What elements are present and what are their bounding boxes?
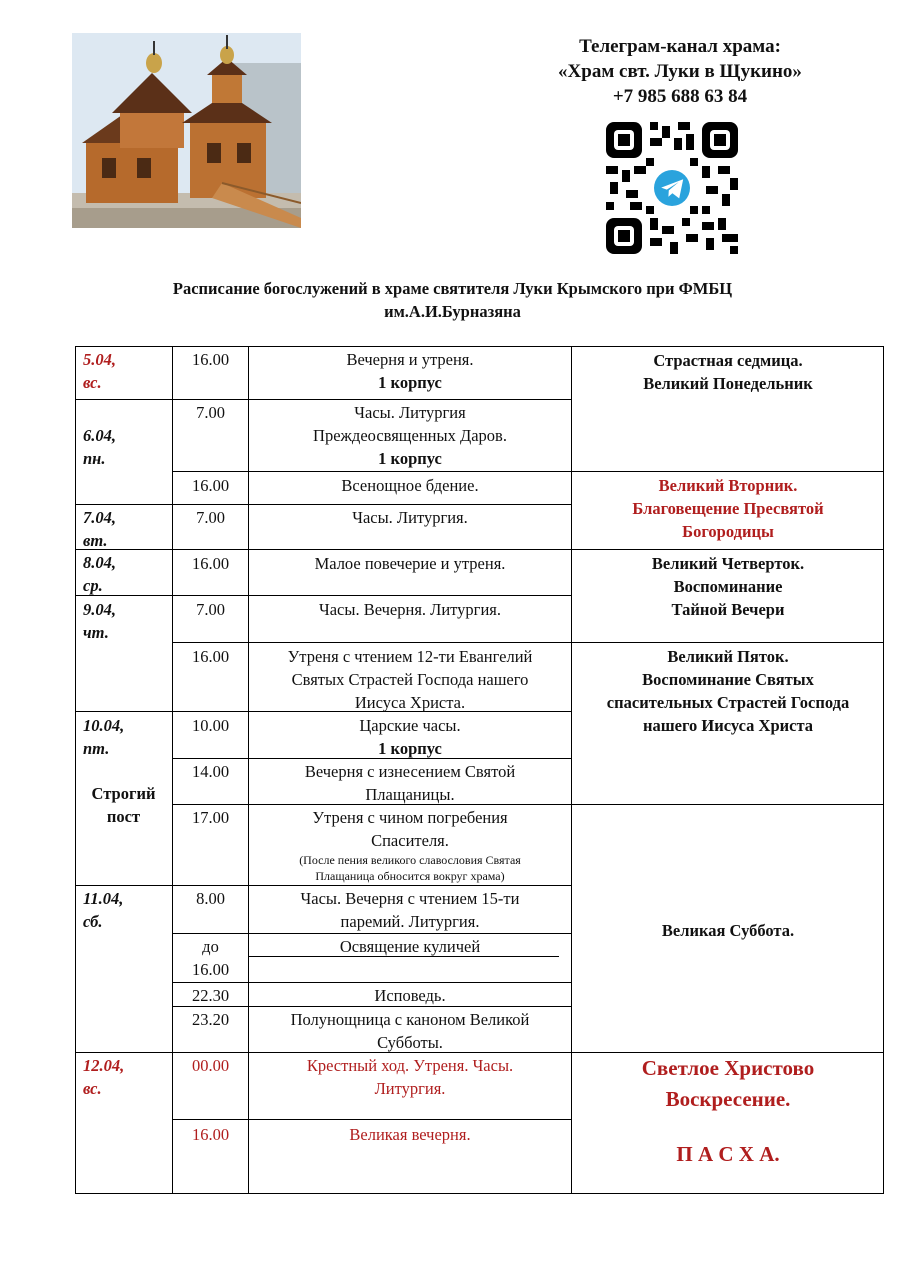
border-top bbox=[75, 346, 884, 347]
time-cell: 7.00 bbox=[196, 600, 225, 619]
service-cell: Крестный ход. Утреня. Часы. Литургия. bbox=[306, 1056, 514, 1098]
time-cell: до 16.00 bbox=[191, 937, 230, 979]
time-cell: 17.00 bbox=[191, 808, 230, 827]
note-easter: Светлое Христово Воскресение. П А С Х А. bbox=[641, 1056, 815, 1166]
day-cell-6-04: 6.04, пн. bbox=[83, 426, 116, 468]
phone-number[interactable]: +7 985 688 63 84 bbox=[612, 86, 748, 107]
time-cell: 8.00 bbox=[196, 889, 225, 908]
day-cell-9-04: 9.04, чт. bbox=[83, 600, 116, 642]
blessing-underline bbox=[249, 956, 559, 957]
day-cell-7-04: 7.04, вт. bbox=[83, 508, 116, 550]
title-line-1: Расписание богослужений в храме святителя Луки Крымского при ФМБЦ bbox=[172, 279, 733, 298]
note-holy-week: Страстная седмица. Великий Понедельник bbox=[643, 351, 813, 393]
service-cell: Освящение куличей bbox=[339, 937, 481, 956]
day-line bbox=[75, 711, 172, 712]
strict-fast-label: Строгий пост bbox=[91, 784, 156, 826]
day-line bbox=[75, 399, 172, 400]
service-cell: Царские часы. 1 корпус bbox=[359, 716, 461, 758]
service-cell: Великая вечерня. bbox=[349, 1125, 471, 1144]
telegram-qr-code-icon[interactable] bbox=[606, 122, 738, 254]
time-cell: 22.30 bbox=[191, 986, 230, 1005]
service-line bbox=[172, 549, 571, 550]
service-cell: Часы. Литургия Преждеосвященных Даров. 1 корпус bbox=[313, 403, 507, 468]
time-cell: 00.00 bbox=[191, 1056, 230, 1075]
time-cell: 16.00 bbox=[191, 554, 230, 573]
day-line bbox=[75, 1052, 172, 1053]
service-cell: Всенощное бдение. bbox=[341, 476, 479, 495]
service-cell: Утреня с чтением 12-ти Евангелий Святых Страстей Господа нашего Иисуса Христа. bbox=[287, 647, 533, 712]
note-great-tuesday: Великий Вторник. Благовещение Пресвятой Богородицы bbox=[632, 476, 824, 541]
day-cell-5-04: 5.04, вс. bbox=[83, 350, 116, 392]
title-line-2: им.А.И.Бурназяна bbox=[384, 302, 521, 321]
service-line bbox=[172, 471, 571, 472]
time-cell: 23.20 bbox=[191, 1010, 230, 1029]
time-cell: 16.00 bbox=[191, 1125, 230, 1144]
note-line bbox=[571, 471, 884, 472]
day-cell-12-04: 12.04, вс. bbox=[83, 1056, 125, 1098]
telegram-header bbox=[525, 34, 835, 109]
service-cell: Полунощница с каноном Великой Субботы. bbox=[290, 1010, 530, 1052]
day-cell-8-04: 8.04, ср. bbox=[83, 553, 116, 595]
border-bottom bbox=[75, 1193, 884, 1194]
service-cell: Вечерня и утреня. 1 корпус bbox=[346, 350, 474, 392]
note-great-saturday: Великая Суббота. bbox=[661, 921, 795, 940]
service-line bbox=[172, 1119, 571, 1120]
service-line bbox=[172, 642, 571, 643]
service-line bbox=[172, 885, 571, 886]
day-cell-10-04: 10.04, пт. bbox=[83, 716, 125, 758]
page-title bbox=[60, 277, 845, 323]
time-cell: 7.00 bbox=[196, 508, 225, 527]
service-line bbox=[172, 504, 571, 505]
church-photo bbox=[72, 33, 301, 228]
time-cell: 16.00 bbox=[191, 476, 230, 495]
note-line bbox=[571, 549, 884, 550]
telegram-line-2: «Храм свт. Луки в Щукино» bbox=[558, 61, 802, 82]
service-cell: Часы. Вечерня. Литургия. bbox=[319, 600, 501, 619]
note-great-friday: Великий Пяток. Воспоминание Святых спасительных Страстей Господа нашего Иисуса Христа bbox=[606, 647, 850, 735]
day-cell-11-04: 11.04, сб. bbox=[83, 889, 124, 931]
day-line bbox=[75, 504, 172, 505]
time-cell: 14.00 bbox=[191, 762, 230, 781]
time-cell: 10.00 bbox=[191, 716, 230, 735]
day-line bbox=[75, 885, 172, 886]
service-line bbox=[172, 595, 571, 596]
note-line bbox=[571, 804, 884, 805]
service-cell: Часы. Вечерня с чтением 15-ти паремий. Литургия. bbox=[300, 889, 520, 931]
time-cell: 16.00 bbox=[191, 350, 230, 369]
service-cell: Вечерня с изнесением Святой Плащаницы. bbox=[304, 762, 516, 804]
service-cell: Утреня с чином погребения Спасителя. (После пения великого славословия Святая Плащаница обносится вокруг храма) bbox=[299, 808, 521, 883]
time-cell: 16.00 bbox=[191, 647, 230, 666]
note-line bbox=[571, 642, 884, 643]
service-line bbox=[172, 399, 571, 400]
time-cell: 7.00 bbox=[196, 403, 225, 422]
schedule-table bbox=[75, 346, 884, 1194]
service-line bbox=[172, 982, 571, 983]
service-cell: Малое повечерие и утреня. bbox=[314, 554, 506, 573]
telegram-line-1: Телеграм-канал храма: bbox=[579, 36, 781, 57]
service-cell: Исповедь. bbox=[374, 986, 446, 1005]
service-cell: Часы. Литургия. bbox=[352, 508, 468, 527]
note-great-thursday: Великий Четверток. Воспоминание Тайной Вечери bbox=[651, 554, 805, 619]
service-line bbox=[172, 933, 571, 934]
